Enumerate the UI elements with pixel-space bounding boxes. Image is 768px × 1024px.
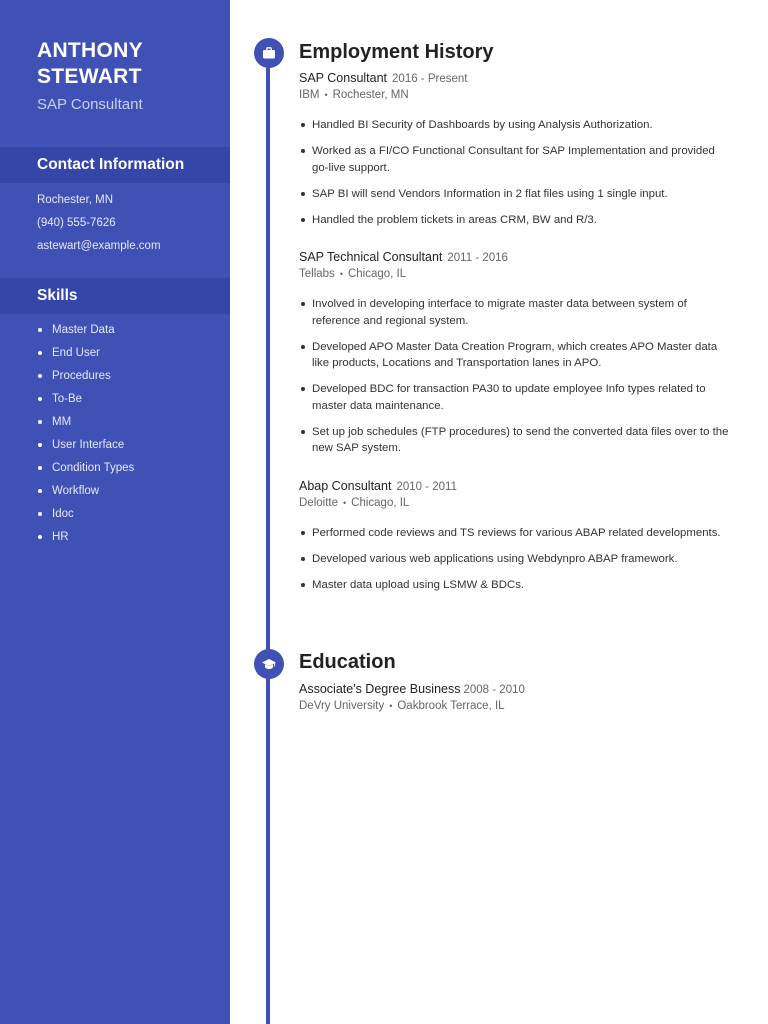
job-bullets xyxy=(299,296,729,466)
job-entry xyxy=(299,248,739,454)
employment-heading: Employment History xyxy=(299,41,494,63)
candidate-title: SAP Consultant xyxy=(37,96,143,113)
job-header xyxy=(299,477,739,495)
contact-section-header xyxy=(0,147,230,183)
job-location: Rochester, MN xyxy=(332,89,409,101)
skill-item: Condition Types xyxy=(52,460,134,483)
job-bullet: SAP BI will send Vendors Information in 2 flat files using 1 single input. xyxy=(299,186,729,203)
job-bullets xyxy=(299,525,729,603)
job-bullets xyxy=(299,117,729,238)
contact-heading: Contact Information xyxy=(37,156,185,173)
skill-item: HR xyxy=(52,529,134,552)
contact-phone: (940) 555-7626 xyxy=(37,217,116,229)
job-header xyxy=(299,69,739,87)
education-heading: Education xyxy=(299,651,396,673)
job-bullet: Performed code reviews and TS reviews for various ABAP related developments. xyxy=(299,525,729,542)
skill-item: End User xyxy=(52,345,134,368)
job-company: Tellabs xyxy=(299,268,335,280)
graduation-cap-icon xyxy=(254,649,284,679)
skill-item: Workflow xyxy=(52,483,134,506)
education-location: Oakbrook Terrace, IL xyxy=(397,700,505,712)
separator-dot: • xyxy=(324,90,328,100)
job-bullet: Developed various web applications using Webdynpro ABAP framework. xyxy=(299,551,729,568)
education-school: DeVry University xyxy=(299,700,385,712)
job-bullet: Worked as a FI/CO Functional Consultant for SAP Implementation and provided go-live support. xyxy=(299,143,729,176)
job-bullet: Handled BI Security of Dashboards by using Analysis Authorization. xyxy=(299,117,729,134)
skill-item: User Interface xyxy=(52,437,134,460)
skill-item: MM xyxy=(52,414,134,437)
job-dates: 2010 - 2011 xyxy=(396,481,457,493)
education-school-line xyxy=(299,698,739,715)
job-role: SAP Consultant xyxy=(299,71,388,85)
briefcase-icon xyxy=(254,38,284,68)
separator-dot: • xyxy=(343,498,347,508)
job-location: Chicago, IL xyxy=(351,497,410,509)
education-degree: Associate's Degree Business xyxy=(299,682,461,696)
job-company-line xyxy=(299,266,739,283)
sidebar xyxy=(0,0,230,1024)
job-dates: 2011 - 2016 xyxy=(447,252,508,264)
contact-email: astewart@example.com xyxy=(37,240,161,252)
job-entry xyxy=(299,69,739,226)
job-dates: 2016 - Present xyxy=(392,73,468,85)
job-company: Deloitte xyxy=(299,497,338,509)
skills-heading: Skills xyxy=(37,287,78,304)
job-header xyxy=(299,248,739,266)
job-bullet: Developed APO Master Data Creation Program, which creates APO Master data like products, Locations and Transportation lanes in APO. xyxy=(299,339,729,372)
job-role: Abap Consultant xyxy=(299,479,392,493)
timeline-line xyxy=(266,52,270,1024)
education-entry xyxy=(299,680,739,715)
skill-item: Procedures xyxy=(52,368,134,391)
separator-dot: • xyxy=(389,701,393,711)
education-dates: 2008 - 2010 xyxy=(463,684,525,696)
skill-item: Master Data xyxy=(52,322,134,345)
separator-dot: • xyxy=(339,269,343,279)
job-role: SAP Technical Consultant xyxy=(299,250,443,264)
job-bullet: Developed BDC for transaction PA30 to update employee Info types related to master data maintenance. xyxy=(299,381,729,414)
job-company-line xyxy=(299,87,739,104)
job-bullet: Set up job schedules (FTP procedures) to send the converted data files over to the new SAP system. xyxy=(299,424,729,457)
job-company-line xyxy=(299,495,739,512)
job-bullet: Master data upload using LSMW & BDCs. xyxy=(299,577,729,594)
job-entry xyxy=(299,477,739,591)
skills-list xyxy=(52,322,134,552)
job-bullet: Involved in developing interface to migrate master data between system of reference and regional system. xyxy=(299,296,729,329)
contact-location: Rochester, MN xyxy=(37,194,114,206)
education-header xyxy=(299,680,739,698)
skill-item: Idoc xyxy=(52,506,134,529)
job-location: Chicago, IL xyxy=(347,268,407,280)
skills-section-header xyxy=(0,278,230,314)
skill-item: To-Be xyxy=(52,391,134,414)
job-company: IBM xyxy=(299,89,320,101)
job-bullet: Handled the problem tickets in areas CRM, BW and R/3. xyxy=(299,212,729,229)
candidate-name: ANTHONY STEWART xyxy=(37,39,143,88)
